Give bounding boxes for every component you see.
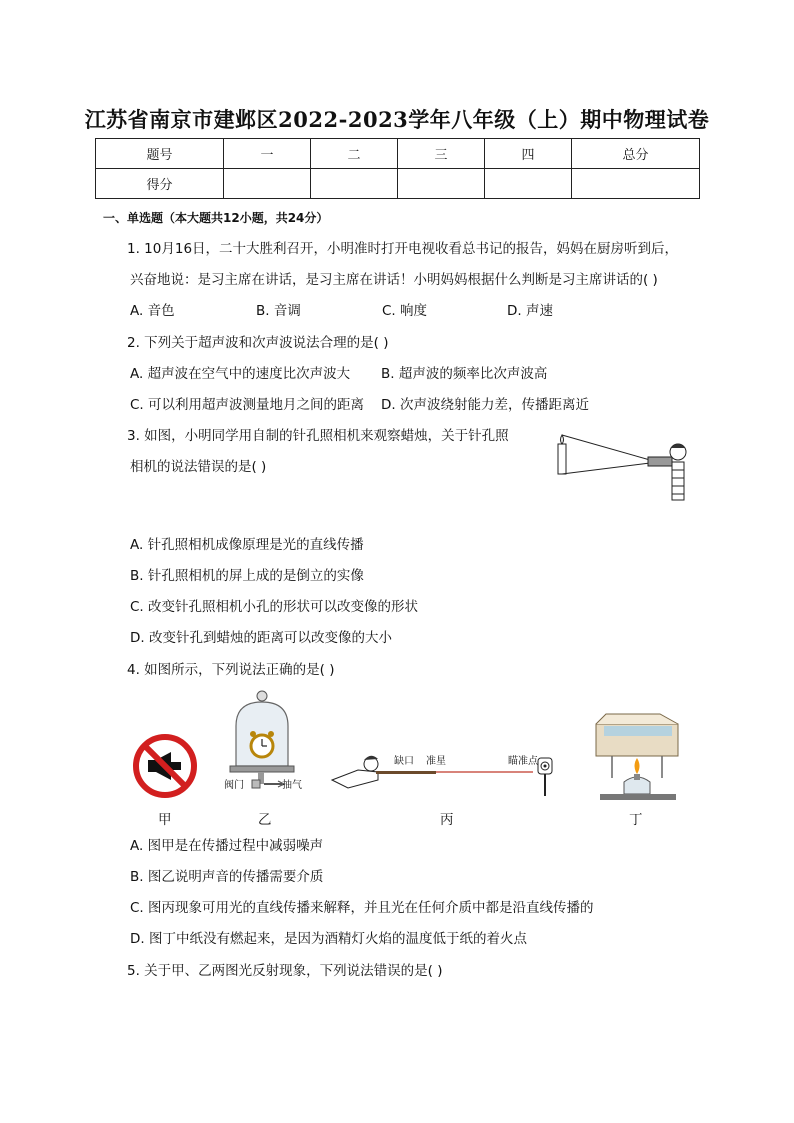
score-cell: 题号 — [96, 139, 224, 169]
q1-stem-line1: 1. 10月16日，二十大胜利召开，小明准时打开电视收看总书记的报告，妈妈在厨房听到后， — [127, 241, 679, 257]
score-table-header-row — [96, 139, 700, 169]
score-table — [95, 138, 700, 199]
paper-box-icon — [596, 714, 678, 756]
pinhole-camera-figure — [548, 430, 698, 508]
shooter-icon — [332, 756, 378, 788]
target-label: 瞄准点 — [508, 756, 538, 767]
score-input-cell — [224, 169, 311, 199]
score-cell: 三 — [398, 139, 485, 169]
q2-options-row2 — [130, 396, 589, 414]
pinhole-camera-icon — [648, 457, 672, 466]
score-cell: 二 — [311, 139, 398, 169]
figure-label-ding: 丁 — [629, 812, 643, 828]
q4-option-b: B. 图乙说明声音的传播需要介质 — [130, 869, 324, 885]
score-cell: 四 — [485, 139, 572, 169]
option: A. 音色 — [130, 303, 175, 319]
section-heading: 一、单选题（本大题共12小题，共24分） — [103, 211, 329, 225]
q3-option-b: B. 针孔照相机的屏上成的是倒立的实像 — [130, 568, 364, 584]
option: C. 可以利用超声波测量地月之间的距离 — [130, 397, 365, 413]
figure-label-jia: 甲 — [158, 812, 172, 828]
alcohol-lamp-icon — [624, 774, 650, 794]
figure-label-yi: 乙 — [258, 812, 272, 828]
notch-label: 缺口 — [394, 756, 414, 767]
score-cell: 总分 — [572, 139, 700, 169]
option: A. 超声波在空气中的速度比次声波大 — [130, 366, 351, 382]
score-table-score-row — [96, 169, 700, 199]
option: D. 声速 — [507, 303, 553, 319]
flame-icon — [561, 435, 564, 444]
q3-option-c: C. 改变针孔照相机小孔的形状可以改变像的形状 — [130, 599, 419, 615]
score-input-cell — [398, 169, 485, 199]
score-cell: 得分 — [96, 169, 224, 199]
option: B. 超声波的频率比次声波高 — [381, 366, 548, 382]
paper-box-lamp-figure — [590, 712, 686, 802]
figure-label-bing: 丙 — [440, 812, 454, 828]
bell-jar-figure — [222, 688, 314, 798]
score-cell: 一 — [224, 139, 311, 169]
q5-stem: 5. 关于甲、乙两图光反射现象，下列说法错误的是( ) — [127, 963, 443, 979]
score-input-cell — [485, 169, 572, 199]
q1-options — [130, 302, 553, 320]
front-sight-label: 准星 — [426, 756, 446, 767]
flame-icon — [635, 758, 640, 774]
candle-icon — [558, 444, 566, 474]
option: C. 响度 — [382, 303, 428, 319]
q3-stem-line1: 3. 如图，小明同学用自制的针孔照相机来观察蜡烛，关于针孔照 — [127, 428, 509, 444]
q4-option-a: A. 图甲是在传播过程中减弱噪声 — [130, 838, 324, 854]
q3-stem-line2: 相机的说法错误的是( ) — [130, 459, 267, 475]
q4-stem: 4. 如图所示，下列说法正确的是( ) — [127, 662, 335, 678]
q2-stem: 2. 下列关于超声波和次声波说法合理的是( ) — [127, 335, 389, 351]
alarm-clock-icon — [250, 731, 274, 757]
valve-label: 阀门 — [224, 780, 244, 791]
q3-option-d: D. 改变针孔到蜡烛的距离可以改变像的大小 — [130, 630, 392, 646]
q3-option-a: A. 针孔照相机成像原理是光的直线传播 — [130, 537, 364, 553]
q4-option-c: C. 图丙现象可用光的直线传播来解释，并且光在任何介质中都是沿直线传播的 — [130, 900, 594, 916]
target-icon — [538, 758, 552, 796]
score-input-cell — [311, 169, 398, 199]
q1-stem-line2: 兴奋地说：是习主席在讲话，是习主席在讲话！小明妈妈根据什么判断是习主席讲话的( ) — [130, 272, 658, 288]
pump-label: 抽气 — [282, 780, 302, 791]
q4-option-d: D. 图丁中纸没有燃起来，是因为酒精灯火焰的温度低于纸的着火点 — [130, 931, 527, 947]
no-horn-sign-figure — [131, 732, 199, 800]
rifle-aiming-figure — [328, 744, 568, 800]
option: B. 音调 — [256, 303, 301, 319]
score-input-cell — [572, 169, 700, 199]
q2-options-row1 — [130, 365, 547, 383]
option: D. 次声波绕射能力差，传播距离近 — [381, 397, 589, 413]
exam-title: 江苏省南京市建邺区2022-2023学年八年级（上）期中物理试卷 — [84, 107, 710, 132]
